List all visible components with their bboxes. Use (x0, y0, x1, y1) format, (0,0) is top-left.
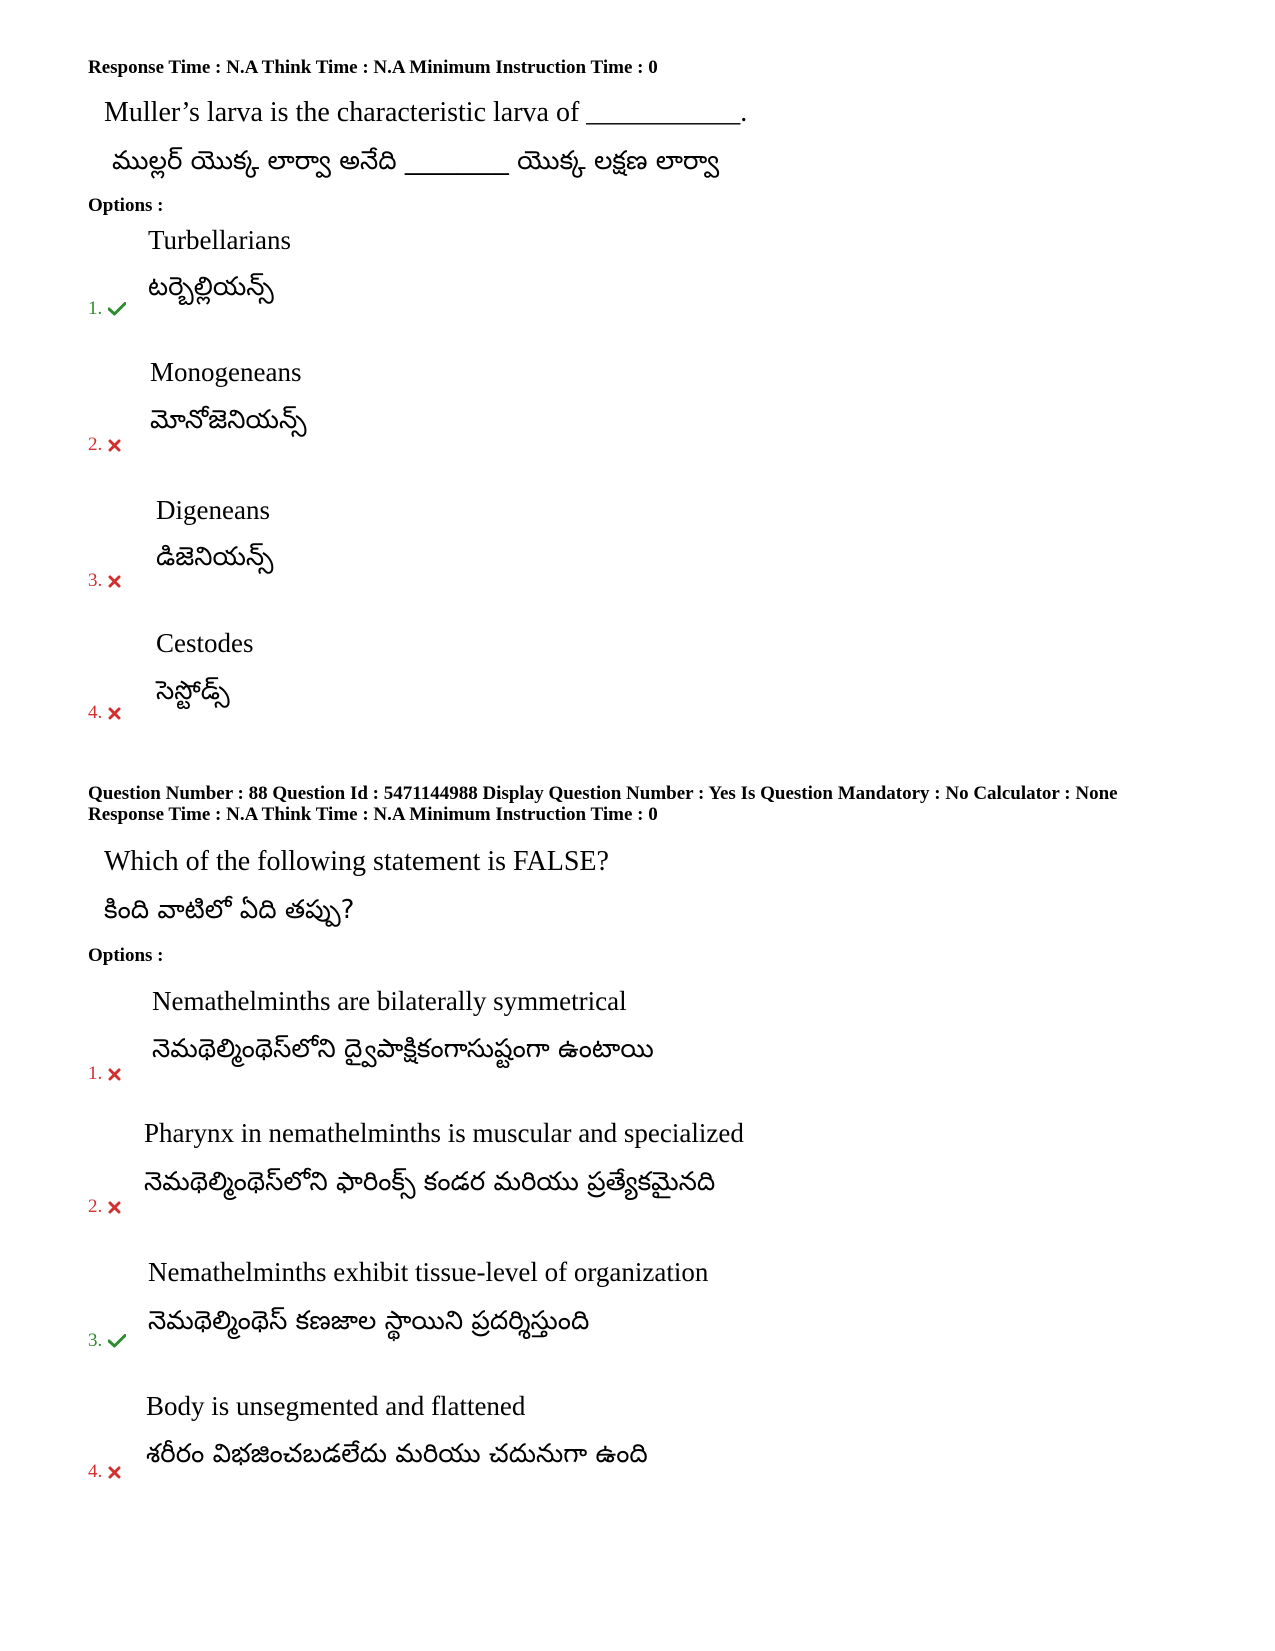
q87-option-3-te: డిజెనియన్స్ (156, 542, 274, 572)
q88-option-2-te: నెమథెల్మింథెస్‌లోని ఫారింక్స్ కండర మరియు ప్రత్యేకమైనది (144, 1167, 716, 1197)
q87-option-3-marker (88, 570, 121, 592)
q87-option-1-te: టర్బెల్లియన్స్ (148, 272, 274, 302)
q88-meta-line-1: Question Number : 88 Question Id : 5471144988 Display Question Number : Yes Is Question Mandatory : No Calculator : None (88, 783, 1118, 804)
q87-option-2-marker (88, 434, 121, 456)
q87-option-4-marker (88, 702, 121, 724)
option-number: 1. (88, 1063, 103, 1084)
cross-icon (108, 1201, 121, 1214)
q88-option-4-en: Body is unsegmented and flattened (146, 1391, 526, 1421)
q88-option-1-te: నెమథెల్మింథెస్‌లోని ద్వైపాక్షికంగాసుష్టంగా ఉంటాయి (152, 1034, 654, 1064)
q88-option-1-marker (88, 1063, 121, 1085)
q88-option-3-te: నెమథెల్మింథెస్ కణజాల స్థాయిని ప్రదర్శిస్తుంది (148, 1306, 590, 1336)
cross-icon (108, 575, 121, 588)
q87-option-4-en: Cestodes (156, 628, 254, 658)
q88-question-en: Which of the following statement is FALSE? (104, 846, 609, 877)
q87-meta-line: Response Time : N.A Think Time : N.A Minimum Instruction Time : 0 (88, 57, 658, 78)
option-number: 2. (88, 434, 103, 455)
q87-option-2-en: Monogeneans (150, 357, 302, 387)
option-number: 4. (88, 1461, 103, 1482)
cross-icon (108, 1466, 121, 1479)
q87-option-3-en: Digeneans (156, 495, 270, 525)
q88-option-1-en: Nemathelminths are bilaterally symmetrical (152, 986, 627, 1016)
option-number: 2. (88, 1196, 103, 1217)
q88-option-3-en: Nemathelminths exhibit tissue-level of organization (148, 1257, 709, 1287)
q88-option-2-marker (88, 1196, 121, 1218)
q88-option-3-marker (88, 1330, 126, 1352)
check-icon (108, 302, 126, 316)
q87-option-2-te: మోనోజెనియన్స్ (150, 405, 307, 435)
cross-icon (108, 439, 121, 452)
check-icon (108, 1334, 126, 1348)
cross-icon (108, 707, 121, 720)
q88-option-4-marker (88, 1461, 121, 1483)
q88-meta-line-2: Response Time : N.A Think Time : N.A Minimum Instruction Time : 0 (88, 804, 658, 825)
option-number: 1. (88, 298, 103, 319)
q88-option-4-te: శరీరం విభజించబడలేదు మరియు చదునుగా ఉంది (146, 1439, 648, 1469)
q87-question-te: ముల్లర్ యొక్క లార్వా అనేది ________ యొక్క లక్షణ లార్వా (112, 146, 720, 176)
q87-question-en: Muller’s larva is the characteristic larva of ___________. (104, 97, 748, 128)
q87-option-1-marker (88, 298, 126, 320)
option-number: 3. (88, 570, 103, 591)
q88-question-te: కింది వాటిలో ఏది తప్పు? (104, 895, 355, 925)
q88-option-2-en: Pharynx in nemathelminths is muscular and specialized (144, 1118, 744, 1148)
q87-options-label: Options : (88, 195, 164, 216)
q87-option-1-en: Turbellarians (148, 225, 291, 255)
option-number: 3. (88, 1330, 103, 1351)
option-number: 4. (88, 702, 103, 723)
q88-options-label: Options : (88, 945, 164, 966)
cross-icon (108, 1068, 121, 1081)
q87-option-4-te: సెస్టోడ్స్ (156, 676, 230, 706)
